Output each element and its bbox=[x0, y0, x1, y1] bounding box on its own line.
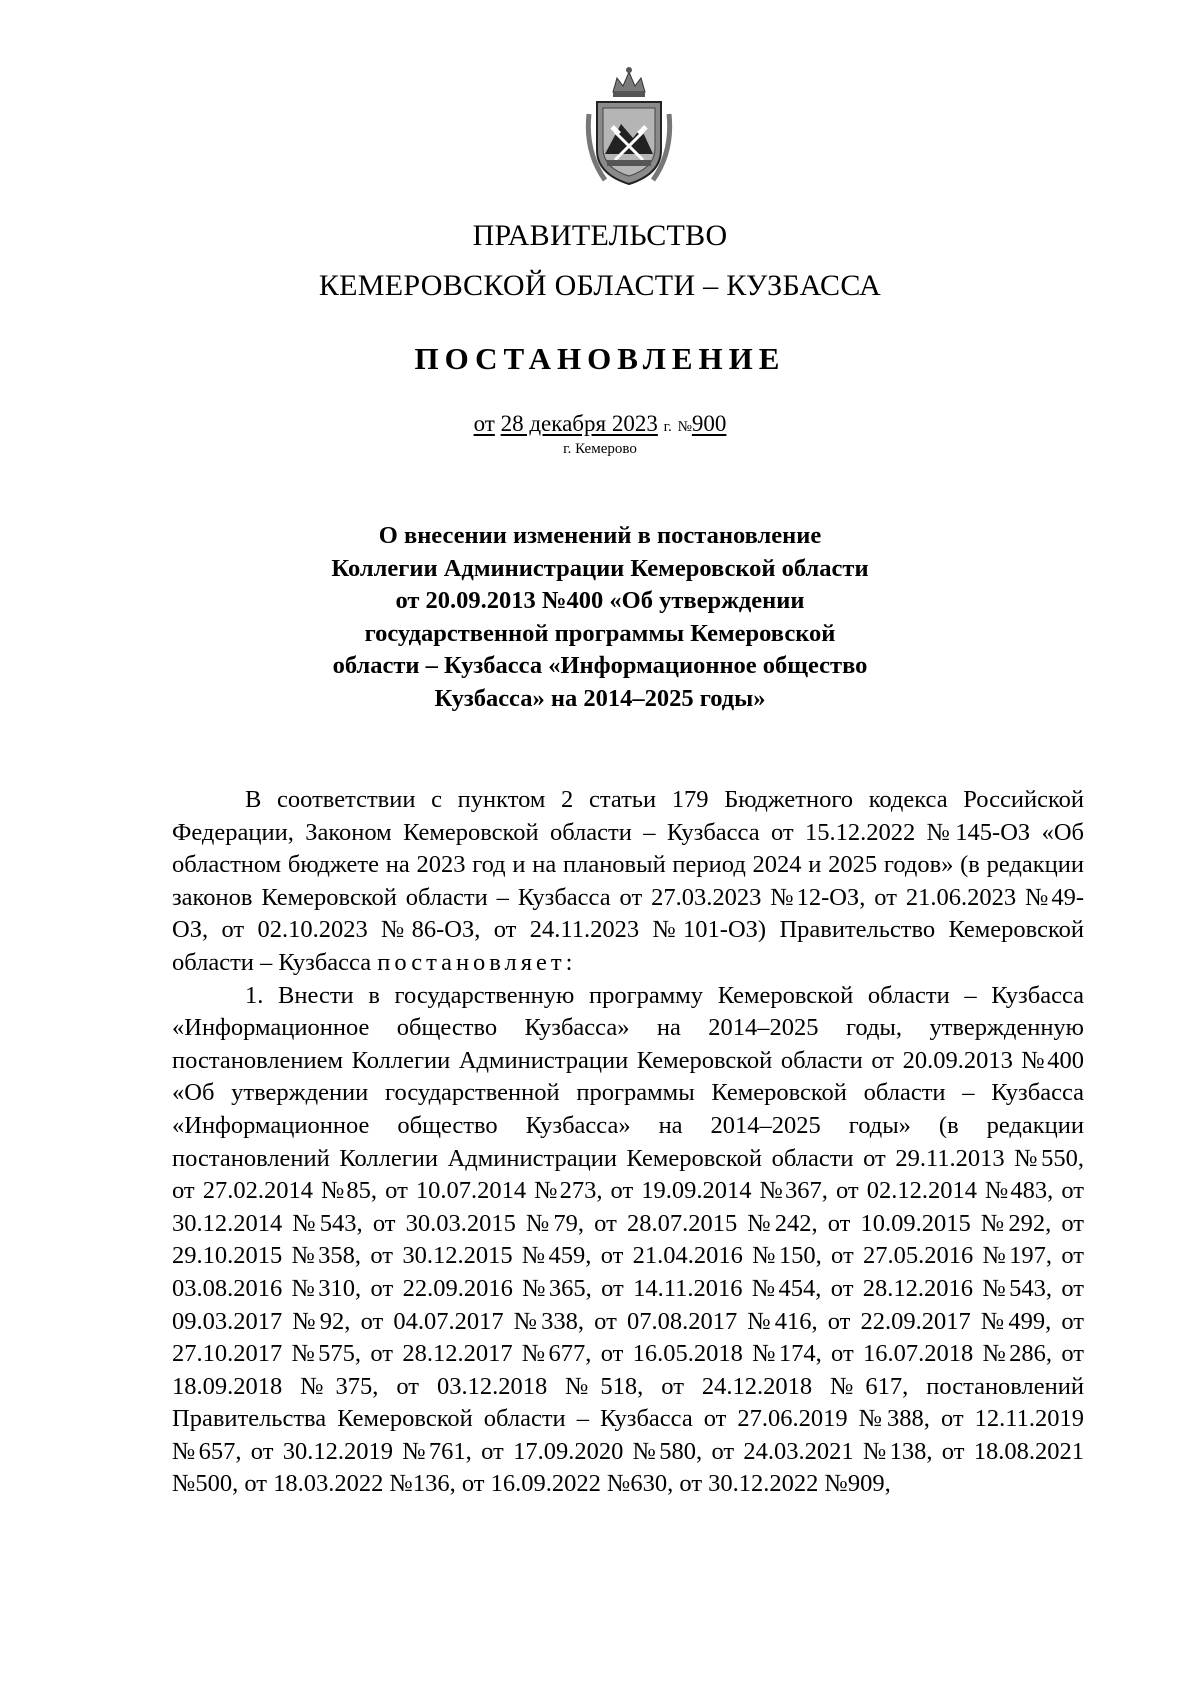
subject-line: области – Кузбасса «Информационное общество bbox=[332, 652, 868, 680]
subject-line: Коллегии Администрации Кемеровской области bbox=[331, 554, 869, 582]
organization-name-line1: ПРАВИТЕЛЬСТВО bbox=[472, 219, 728, 252]
document-type-title: ПОСТАНОВЛЕНИЕ bbox=[414, 341, 786, 376]
coat-of-arms-icon bbox=[583, 62, 675, 190]
date-prefix: от bbox=[473, 411, 495, 436]
subject-line: государственной программы Кемеровской bbox=[364, 619, 836, 647]
number-sign: № bbox=[677, 419, 692, 435]
city-name: г. Кемерово bbox=[563, 441, 637, 457]
body-paragraph bbox=[172, 784, 1084, 980]
document-subject bbox=[160, 520, 1040, 716]
subject-line: Кузбасса» на 2014–2025 годы» bbox=[434, 684, 766, 712]
subject-line: О внесении изменений в постановление bbox=[378, 522, 822, 549]
date-value: 28 декабря 2023 bbox=[500, 411, 658, 436]
document-body bbox=[172, 784, 1084, 1501]
resolution-verb: постановляет: bbox=[377, 948, 577, 976]
paragraph-text: В соответствии с пунктом 2 статьи 179 Бюджетного кодекса Российской Федерации, Законом Кемеровской области – Кузбасса от 15.12.2022 №145-ОЗ «Об областном бюджете на 2023 год и на плановый период 2024 и 2025 годов» (в редакции законов Кемеровской области – Кузбасса от 27.03.2023 №12-ОЗ, от 21.06.2023 №49-ОЗ, от 02.10.2023 №86-ОЗ, от 24.11.2023 №101-ОЗ) Правительство Кемеровской области – Кузбасса bbox=[172, 786, 1084, 976]
organization-name-line2: КЕМЕРОВСКОЙ ОБЛАСТИ – КУЗБАССА bbox=[318, 269, 882, 302]
document-number: 900 bbox=[691, 411, 727, 436]
document-date-number bbox=[0, 410, 1200, 441]
year-abbreviation: г. bbox=[663, 419, 672, 435]
subject-line: от 20.09.2013 №400 «Об утверждении bbox=[395, 587, 805, 615]
body-paragraph: 1. Внести в государственную программу Кемеровской области – Кузбасса «Информационное общество Кузбасса» на 2014–2025 годы, утвержденную постановлением Коллегии Администрации Кемеровской области от 20.09.2013 №400 «Об утверждении государственной программы Кемеровской области – Кузбасса «Информационное общество Кузбасса» на 2014–2025 годы» (в редакции постановлений Коллегии Администрации Кемеровской области от 29.11.2013 №550, от 27.02.2014 №85, от 10.07.2014 №273, от 19.09.2014 №367, от 02.12.2014 №483, от 30.12.2014 №543, от 30.03.2015 №79, от 28.07.2015 №242, от 10.09.2015 №292, от 29.10.2015 №358, от 30.12.2015 №459, от 21.04.2016 №150, от 27.05.2016 №197, от 03.08.2016 №310, от 22.09.2016 №365, от 14.11.2016 №454, от 28.12.2016 №543, от 09.03.2017 №92, от 04.07.2017 №338, от 07.08.2017 №416, от 22.09.2017 №499, от 27.10.2017 №575, от 28.12.2017 №677, от 16.05.2018 №174, от 16.07.2018 №286, от 18.09.2018 №375, от 03.12.2018 №518, от 24.12.2018 №617, постановлений Правительства Кемеровской области – Кузбасса от 27.06.2019 №388, от 12.11.2019 №657, от 30.12.2019 №761, от 17.09.2020 №580, от 24.03.2021 №138, от 18.08.2021 №500, от 18.03.2022 №136, от 16.09.2022 №630, от 30.12.2022 №909, bbox=[172, 981, 1084, 1498]
